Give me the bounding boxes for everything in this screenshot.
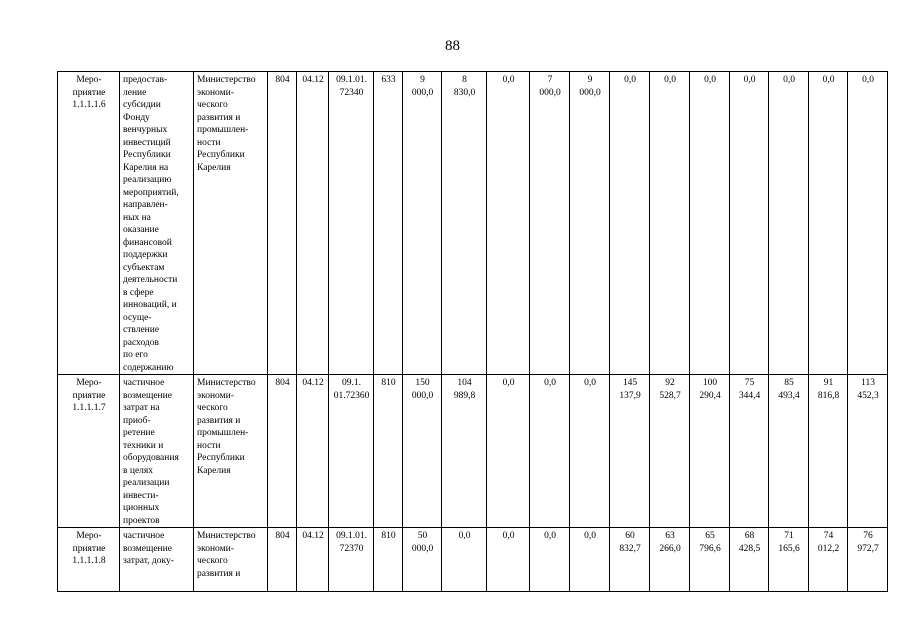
value-cell: 71 165,6 bbox=[769, 528, 809, 592]
value-cell: 9 000,0 bbox=[570, 72, 610, 375]
vr-cell: 633 bbox=[374, 72, 403, 375]
value-cell: 0,0 bbox=[848, 72, 888, 375]
rzpr-cell: 04.12 bbox=[297, 528, 329, 592]
executor-cell: Министерство экономи- ческого развития и промышлен- ности Республики Карелия bbox=[194, 375, 268, 528]
value-cell: 9 000,0 bbox=[403, 72, 442, 375]
description-cell: предостав- ление субсидии Фонду венчурных инвестиций Республики Карелия на реализацию мероприятий, направлен- ных на оказание финансовой поддержки субъектам деятельности в сфере инноваций, и осуще- ствление расходов по его содержанию bbox=[120, 72, 194, 375]
value-cell: 145 137,9 bbox=[610, 375, 650, 528]
grbs-cell: 804 bbox=[268, 72, 297, 375]
value-cell: 0,0 bbox=[730, 72, 769, 375]
value-cell: 104 989,8 bbox=[442, 375, 487, 528]
rzpr-cell: 04.12 bbox=[297, 72, 329, 375]
value-cell: 0,0 bbox=[570, 375, 610, 528]
value-cell: 75 344,4 bbox=[730, 375, 769, 528]
executor-cell: Министерство экономи- ческого развития и промышлен- ности Республики Карелия bbox=[194, 72, 268, 375]
table-row bbox=[58, 375, 888, 528]
value-cell: 0,0 bbox=[610, 72, 650, 375]
value-cell: 0,0 bbox=[442, 528, 487, 592]
value-cell: 0,0 bbox=[650, 72, 690, 375]
event-cell: Меро- приятие 1.1.1.1.8 bbox=[58, 528, 120, 592]
table-row bbox=[58, 72, 888, 375]
budget-table bbox=[57, 71, 888, 592]
description-cell: частичное возмещение затрат на приоб- ретение техники и оборудования в целях реализации инвести- ционных проектов bbox=[120, 375, 194, 528]
grbs-cell: 804 bbox=[268, 375, 297, 528]
vr-cell: 810 bbox=[374, 528, 403, 592]
value-cell: 8 830,0 bbox=[442, 72, 487, 375]
value-cell: 92 528,7 bbox=[650, 375, 690, 528]
value-cell: 60 832,7 bbox=[610, 528, 650, 592]
value-cell: 7 000,0 bbox=[530, 72, 570, 375]
value-cell: 150 000,0 bbox=[403, 375, 442, 528]
value-cell: 0,0 bbox=[809, 72, 848, 375]
value-cell: 0,0 bbox=[487, 528, 530, 592]
value-cell: 0,0 bbox=[530, 528, 570, 592]
value-cell: 91 816,8 bbox=[809, 375, 848, 528]
value-cell: 65 796,6 bbox=[690, 528, 730, 592]
value-cell: 0,0 bbox=[690, 72, 730, 375]
value-cell: 85 493,4 bbox=[769, 375, 809, 528]
csr-cell: 09.1.01. 72340 bbox=[329, 72, 374, 375]
value-cell: 0,0 bbox=[570, 528, 610, 592]
value-cell: 0,0 bbox=[530, 375, 570, 528]
csr-cell: 09.1.01. 72370 bbox=[329, 528, 374, 592]
csr-cell: 09.1. 01.72360 bbox=[329, 375, 374, 528]
value-cell: 0,0 bbox=[487, 375, 530, 528]
value-cell: 113 452,3 bbox=[848, 375, 888, 528]
value-cell: 63 266,0 bbox=[650, 528, 690, 592]
grbs-cell: 804 bbox=[268, 528, 297, 592]
executor-cell: Министерство экономи- ческого развития и bbox=[194, 528, 268, 592]
table-row bbox=[58, 528, 888, 592]
value-cell: 76 972,7 bbox=[848, 528, 888, 592]
value-cell: 0,0 bbox=[769, 72, 809, 375]
value-cell: 100 290,4 bbox=[690, 375, 730, 528]
value-cell: 0,0 bbox=[487, 72, 530, 375]
event-cell: Меро- приятие 1.1.1.1.6 bbox=[58, 72, 120, 375]
description-cell: частичное возмещение затрат, доку- bbox=[120, 528, 194, 592]
value-cell: 50 000,0 bbox=[403, 528, 442, 592]
value-cell: 74 012,2 bbox=[809, 528, 848, 592]
value-cell: 68 428,5 bbox=[730, 528, 769, 592]
event-cell: Меро- приятие 1.1.1.1.7 bbox=[58, 375, 120, 528]
rzpr-cell: 04.12 bbox=[297, 375, 329, 528]
vr-cell: 810 bbox=[374, 375, 403, 528]
page-number: 88 bbox=[445, 38, 460, 54]
